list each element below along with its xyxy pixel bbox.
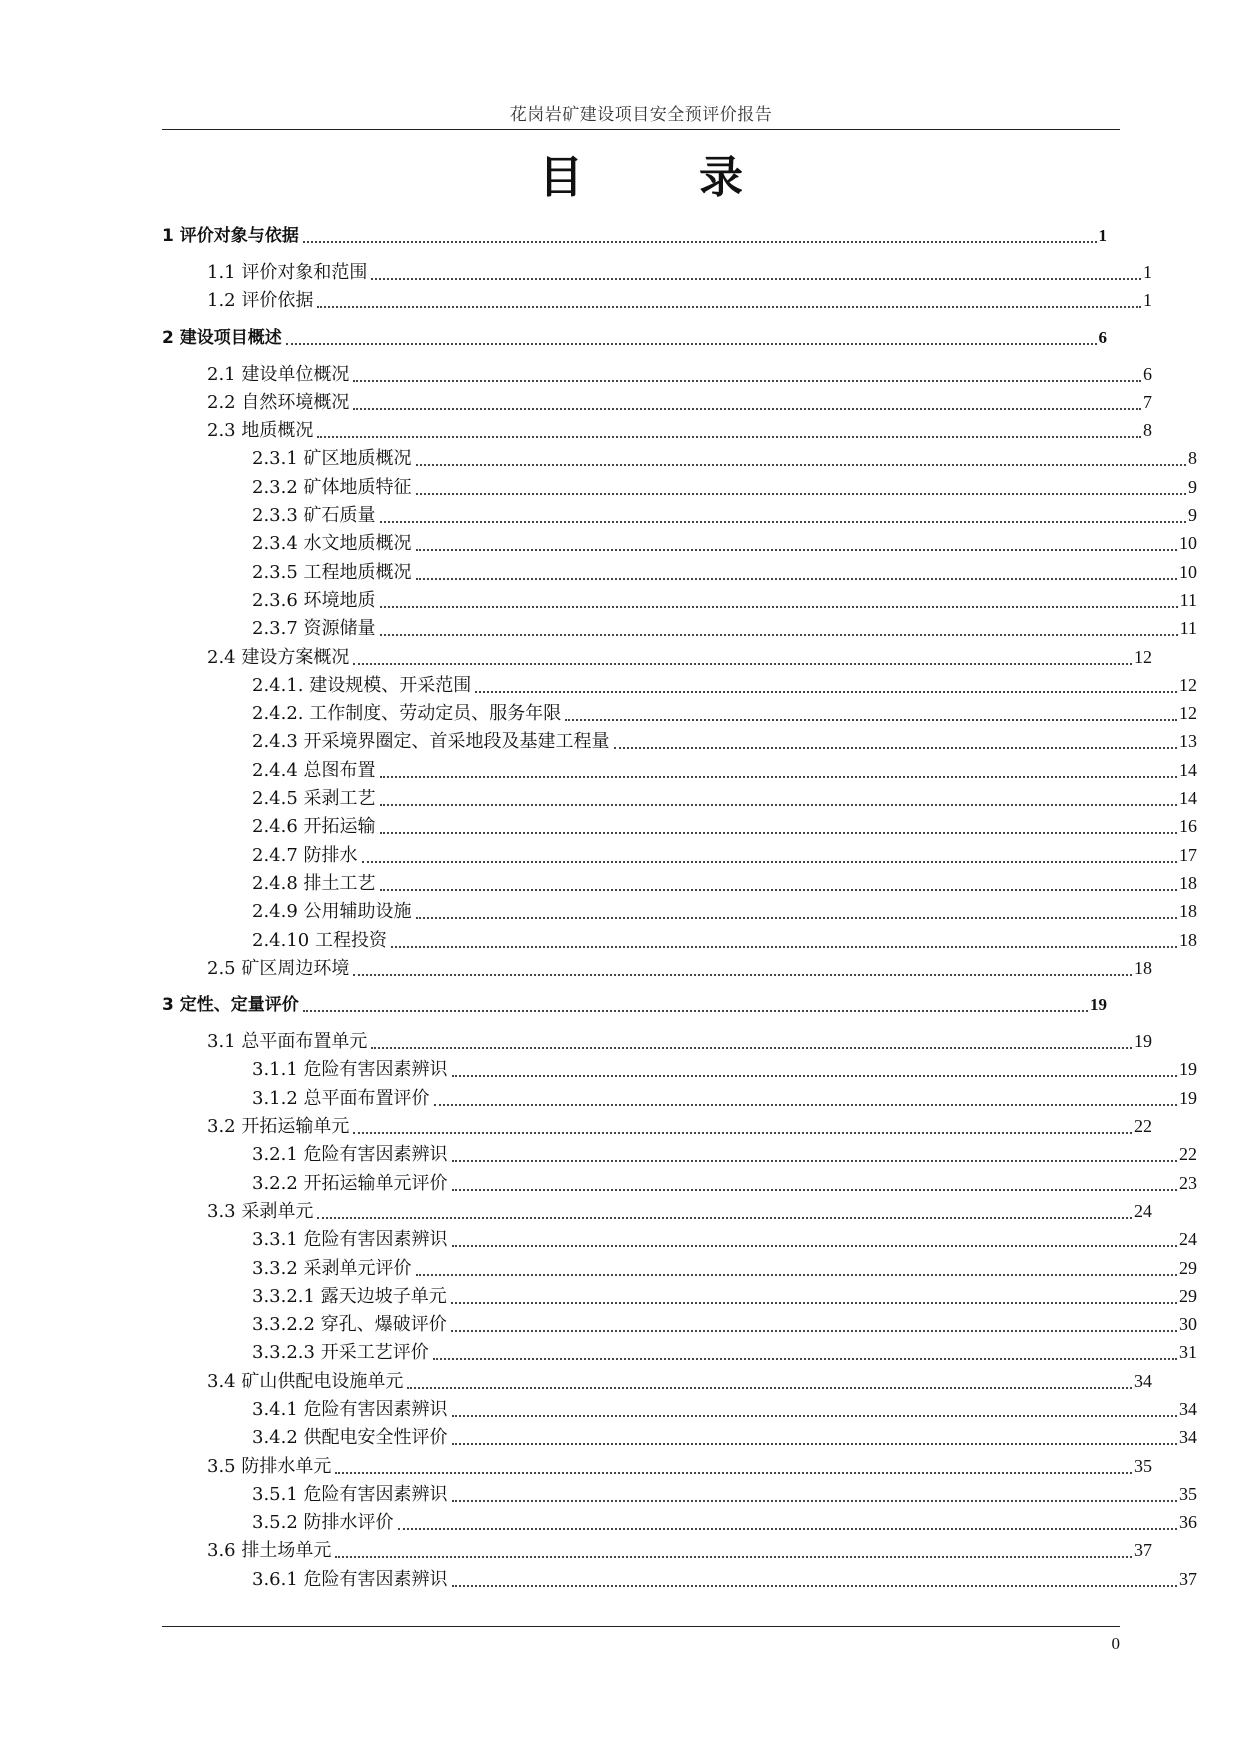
toc-dot-leader bbox=[407, 1369, 1132, 1389]
toc-entry-label: 2.5 矿区周边环境 bbox=[207, 957, 350, 979]
toc-entry-label: 2.3.3 矿石质量 bbox=[252, 505, 376, 527]
toc-entry[interactable] bbox=[162, 1169, 1197, 1197]
toc-entry-label: 2.3.2 矿体地质特征 bbox=[252, 476, 412, 498]
toc-entry-page: 37 bbox=[1179, 1568, 1197, 1589]
toc-entry[interactable] bbox=[162, 388, 1152, 416]
toc-entry-label: 2.4.9 公用辅助设施 bbox=[252, 901, 412, 923]
toc-dot-leader bbox=[317, 418, 1141, 438]
toc-entry[interactable] bbox=[162, 416, 1152, 444]
toc-entry-page: 23 bbox=[1179, 1172, 1197, 1193]
toc-entry-page: 1 bbox=[1143, 290, 1152, 311]
toc-entry-page: 30 bbox=[1179, 1314, 1197, 1335]
toc-dot-leader bbox=[380, 786, 1177, 806]
toc-entry-label: 3.3.1 危险有害因素辨识 bbox=[252, 1229, 448, 1251]
toc-entry-label: 2.4.3 开采境界圈定、首采地段及基建工程量 bbox=[252, 731, 610, 753]
toc-entry[interactable] bbox=[162, 841, 1197, 869]
toc-entry[interactable] bbox=[162, 897, 1197, 925]
toc-entry-page: 35 bbox=[1179, 1483, 1197, 1504]
toc-dot-leader bbox=[614, 729, 1177, 749]
toc-entry-label: 3.3.2.1 露天边坡子单元 bbox=[252, 1285, 447, 1307]
toc-entry-label: 2.3.1 矿区地质概况 bbox=[252, 448, 412, 470]
toc-entry[interactable] bbox=[162, 1197, 1152, 1225]
toc-entry-label: 2.1 建设单位概况 bbox=[207, 363, 350, 385]
toc-entry-page: 34 bbox=[1179, 1427, 1197, 1448]
toc-dot-leader bbox=[380, 814, 1177, 834]
toc-entry-label: 3.3.2 采剥单元评价 bbox=[252, 1257, 412, 1279]
toc-dot-leader bbox=[416, 1256, 1177, 1276]
toc-entry[interactable] bbox=[162, 699, 1197, 727]
toc-entry-page: 1 bbox=[1143, 262, 1152, 282]
toc-entry-page: 8 bbox=[1188, 448, 1197, 469]
toc-entry-page: 29 bbox=[1179, 1257, 1197, 1278]
toc-entry-page: 19 bbox=[1179, 1087, 1197, 1108]
toc-entry[interactable] bbox=[162, 1055, 1197, 1083]
toc-entry-label: 3.2 开拓运输单元 bbox=[207, 1116, 350, 1138]
toc-entry-label: 3.6 排土场单元 bbox=[207, 1540, 332, 1562]
toc-entry-page: 8 bbox=[1143, 420, 1152, 441]
toc-entry-page: 34 bbox=[1134, 1370, 1152, 1391]
toc-entry-label: 2.4.4 总图布置 bbox=[252, 759, 376, 781]
toc-dot-leader bbox=[317, 288, 1141, 308]
toc-dot-leader bbox=[371, 1029, 1132, 1049]
toc-dot-leader bbox=[353, 390, 1141, 410]
toc-entry-page: 12 bbox=[1179, 703, 1197, 724]
toc-entry[interactable] bbox=[162, 586, 1197, 614]
header-divider bbox=[162, 129, 1120, 130]
toc-entry-label: 2.4.1. 建设规模、开采范围 bbox=[252, 674, 472, 696]
toc-dot-leader bbox=[380, 616, 1178, 636]
toc-entry[interactable] bbox=[162, 1254, 1197, 1282]
toc-entry-label: 3.3.2.3 开采工艺评价 bbox=[252, 1342, 429, 1364]
toc-entry-page: 22 bbox=[1179, 1144, 1197, 1165]
toc-entry[interactable] bbox=[162, 1140, 1197, 1168]
toc-entry-page: 11 bbox=[1179, 618, 1197, 639]
toc-entry[interactable] bbox=[162, 1084, 1197, 1112]
toc-entry-page: 18 bbox=[1179, 901, 1197, 922]
toc-dot-leader bbox=[452, 1227, 1177, 1247]
toc-entry-label: 2.3.6 环境地质 bbox=[252, 589, 376, 611]
toc-entry[interactable] bbox=[162, 784, 1197, 812]
toc-entry-page: 36 bbox=[1179, 1512, 1197, 1533]
toc-dot-leader bbox=[353, 362, 1141, 382]
toc-entry[interactable] bbox=[162, 1536, 1152, 1564]
toc-entry[interactable] bbox=[162, 473, 1197, 501]
toc-dot-leader bbox=[416, 531, 1177, 551]
toc-entry-page: 18 bbox=[1134, 957, 1152, 978]
toc-entry[interactable] bbox=[162, 323, 1107, 352]
toc-dot-leader bbox=[451, 1312, 1177, 1332]
toc-entry-label: 3.4.2 供配电安全性评价 bbox=[252, 1427, 448, 1449]
toc-dot-leader bbox=[335, 1454, 1132, 1474]
toc-dot-leader bbox=[391, 928, 1177, 948]
toc-entry[interactable] bbox=[162, 501, 1197, 529]
toc-dot-leader bbox=[452, 1171, 1177, 1191]
toc-dot-leader bbox=[317, 1199, 1132, 1219]
toc-entry-label: 3.5.2 防排水评价 bbox=[252, 1512, 394, 1534]
toc-entry[interactable] bbox=[162, 727, 1197, 755]
toc-dot-leader bbox=[398, 1510, 1177, 1530]
toc-entry-page: 13 bbox=[1179, 731, 1197, 752]
toc-entry[interactable] bbox=[162, 1367, 1152, 1395]
toc-dot-leader bbox=[303, 224, 1097, 243]
toc-dot-leader bbox=[380, 503, 1186, 523]
toc-entry[interactable] bbox=[162, 1112, 1152, 1140]
toc-entry-label: 3.1 总平面布置单元 bbox=[207, 1031, 368, 1053]
toc-entry-page: 6 bbox=[1143, 363, 1152, 384]
toc-dot-leader bbox=[416, 446, 1186, 466]
toc-entry-label: 3.2.1 危险有害因素辨识 bbox=[252, 1144, 448, 1166]
toc-entry-page: 9 bbox=[1188, 476, 1197, 497]
toc-entry-label: 3 定性、定量评价 bbox=[162, 995, 299, 1016]
toc-entry-label: 2.2 自然环境概况 bbox=[207, 391, 350, 413]
toc-dot-leader bbox=[353, 1114, 1132, 1134]
toc-dot-leader bbox=[286, 326, 1097, 345]
toc-entry-page: 9 bbox=[1188, 505, 1197, 526]
toc-entry-label: 1.2 评价依据 bbox=[207, 290, 314, 312]
toc-entry[interactable] bbox=[162, 926, 1197, 954]
toc-entry-label: 3.5 防排水单元 bbox=[207, 1455, 332, 1477]
table-of-contents bbox=[162, 221, 1197, 1593]
toc-entry-page: 24 bbox=[1179, 1229, 1197, 1250]
toc-entry-label: 1 评价对象与依据 bbox=[162, 226, 299, 246]
toc-entry[interactable] bbox=[162, 643, 1152, 671]
toc-entry[interactable] bbox=[162, 1480, 1197, 1508]
toc-dot-leader bbox=[380, 871, 1177, 891]
toc-dot-leader bbox=[371, 260, 1141, 280]
toc-dot-leader bbox=[452, 1057, 1177, 1077]
running-header: 花岗岩矿建设项目安全预评价报告 bbox=[509, 105, 773, 125]
toc-dot-leader bbox=[353, 956, 1132, 976]
toc-entry-page: 10 bbox=[1179, 561, 1197, 582]
toc-entry-label: 3.1.2 总平面布置评价 bbox=[252, 1087, 430, 1109]
toc-entry-label: 3.3 采剥单元 bbox=[207, 1200, 314, 1222]
toc-entry[interactable] bbox=[162, 869, 1197, 897]
toc-entry-page: 19 bbox=[1090, 995, 1107, 1015]
toc-entry[interactable] bbox=[162, 258, 1152, 286]
toc-entry-label: 3.1.1 危险有害因素辨识 bbox=[252, 1059, 448, 1081]
toc-entry-label: 2.3.5 工程地质概况 bbox=[252, 561, 412, 583]
toc-dot-leader bbox=[380, 588, 1178, 608]
toc-entry-page: 18 bbox=[1179, 872, 1197, 893]
toc-entry-label: 2.4.2. 工作制度、劳动定员、服务年限 bbox=[252, 703, 562, 725]
toc-entry-label: 3.3.2.2 穿孔、爆破评价 bbox=[252, 1314, 447, 1336]
toc-entry-page: 11 bbox=[1179, 589, 1197, 610]
toc-entry-page: 19 bbox=[1134, 1031, 1152, 1052]
toc-entry[interactable] bbox=[162, 1395, 1197, 1423]
toc-entry-page: 31 bbox=[1179, 1342, 1197, 1363]
toc-entry-label: 2 建设项目概述 bbox=[162, 327, 282, 348]
toc-entry-label: 2.3.7 资源储量 bbox=[252, 618, 376, 640]
toc-dot-leader bbox=[380, 758, 1177, 778]
toc-entry-page: 14 bbox=[1179, 759, 1197, 780]
toc-entry[interactable] bbox=[162, 614, 1197, 642]
toc-entry[interactable] bbox=[162, 671, 1197, 699]
toc-entry[interactable] bbox=[162, 1508, 1197, 1536]
footer-divider bbox=[162, 1626, 1120, 1627]
toc-dot-leader bbox=[451, 1284, 1177, 1304]
toc-dot-leader bbox=[416, 899, 1177, 919]
toc-entry-label: 2.4.8 排土工艺 bbox=[252, 872, 376, 894]
toc-dot-leader bbox=[362, 843, 1177, 863]
toc-entry[interactable] bbox=[162, 558, 1197, 586]
toc-entry-page: 16 bbox=[1179, 816, 1197, 837]
toc-dot-leader bbox=[303, 993, 1088, 1012]
toc-entry-label: 2.4 建设方案概况 bbox=[207, 646, 350, 668]
toc-entry-page: 1 bbox=[1098, 226, 1107, 245]
toc-dot-leader bbox=[475, 673, 1177, 693]
toc-entry-page: 12 bbox=[1179, 674, 1197, 695]
toc-entry-page: 35 bbox=[1134, 1455, 1152, 1476]
toc-entry[interactable] bbox=[162, 1225, 1197, 1253]
toc-entry-label: 3.6.1 危险有害因素辨识 bbox=[252, 1568, 448, 1590]
toc-entry-page: 22 bbox=[1134, 1116, 1152, 1137]
toc-dot-leader bbox=[452, 1482, 1177, 1502]
toc-dot-leader bbox=[416, 560, 1177, 580]
toc-dot-leader bbox=[452, 1425, 1177, 1445]
toc-entry[interactable] bbox=[162, 1338, 1197, 1366]
toc-entry[interactable] bbox=[162, 990, 1107, 1019]
toc-dot-leader bbox=[416, 475, 1186, 495]
toc-entry-page: 37 bbox=[1134, 1540, 1152, 1561]
toc-entry-page: 10 bbox=[1179, 533, 1197, 554]
toc-entry-page: 19 bbox=[1179, 1059, 1197, 1080]
toc-dot-leader bbox=[434, 1086, 1177, 1106]
toc-entry[interactable] bbox=[162, 286, 1152, 314]
toc-dot-leader bbox=[433, 1340, 1177, 1360]
page-title: 目 录 bbox=[539, 152, 779, 203]
toc-dot-leader bbox=[452, 1567, 1177, 1587]
toc-entry[interactable] bbox=[162, 1565, 1197, 1593]
toc-entry-label: 2.3 地质概况 bbox=[207, 420, 314, 442]
toc-entry-page: 14 bbox=[1179, 788, 1197, 809]
toc-entry-page: 29 bbox=[1179, 1285, 1197, 1306]
toc-entry-label: 3.2.2 开拓运输单元评价 bbox=[252, 1172, 448, 1194]
toc-entry-page: 7 bbox=[1143, 391, 1152, 412]
toc-entry-label: 2.3.4 水文地质概况 bbox=[252, 533, 412, 555]
toc-entry[interactable] bbox=[162, 444, 1197, 472]
toc-entry[interactable] bbox=[162, 1310, 1197, 1338]
toc-entry-label: 2.4.7 防排水 bbox=[252, 844, 358, 866]
toc-entry-page: 24 bbox=[1134, 1200, 1152, 1221]
toc-entry-label: 2.4.5 采剥工艺 bbox=[252, 788, 376, 810]
toc-entry-label: 3.4 矿山供配电设施单元 bbox=[207, 1370, 404, 1392]
toc-entry-label: 1.1 评价对象和范围 bbox=[207, 262, 368, 283]
toc-entry[interactable] bbox=[162, 360, 1152, 388]
toc-entry[interactable] bbox=[162, 756, 1197, 784]
toc-entry[interactable] bbox=[162, 529, 1197, 557]
toc-entry[interactable] bbox=[162, 221, 1107, 250]
toc-entry-page: 6 bbox=[1098, 327, 1107, 347]
toc-entry-label: 2.4.6 开拓运输 bbox=[252, 816, 376, 838]
toc-dot-leader bbox=[452, 1142, 1177, 1162]
toc-entry[interactable] bbox=[162, 1423, 1197, 1451]
toc-entry-label: 3.5.1 危险有害因素辨识 bbox=[252, 1483, 448, 1505]
toc-entry-page: 12 bbox=[1134, 646, 1152, 667]
toc-dot-leader bbox=[353, 645, 1132, 665]
toc-dot-leader bbox=[565, 701, 1177, 721]
toc-entry-label: 2.4.10 工程投资 bbox=[252, 929, 387, 951]
toc-entry[interactable] bbox=[162, 954, 1152, 982]
page-number: 0 bbox=[1111, 1634, 1120, 1653]
toc-entry-label: 3.4.1 危险有害因素辨识 bbox=[252, 1398, 448, 1420]
toc-entry-page: 17 bbox=[1179, 844, 1197, 865]
toc-entry[interactable] bbox=[162, 1282, 1197, 1310]
toc-entry[interactable] bbox=[162, 1452, 1152, 1480]
toc-dot-leader bbox=[335, 1538, 1132, 1558]
toc-dot-leader bbox=[452, 1397, 1177, 1417]
toc-entry[interactable] bbox=[162, 812, 1197, 840]
toc-entry-page: 34 bbox=[1179, 1398, 1197, 1419]
toc-entry[interactable] bbox=[162, 1027, 1152, 1055]
toc-entry-page: 18 bbox=[1179, 929, 1197, 950]
